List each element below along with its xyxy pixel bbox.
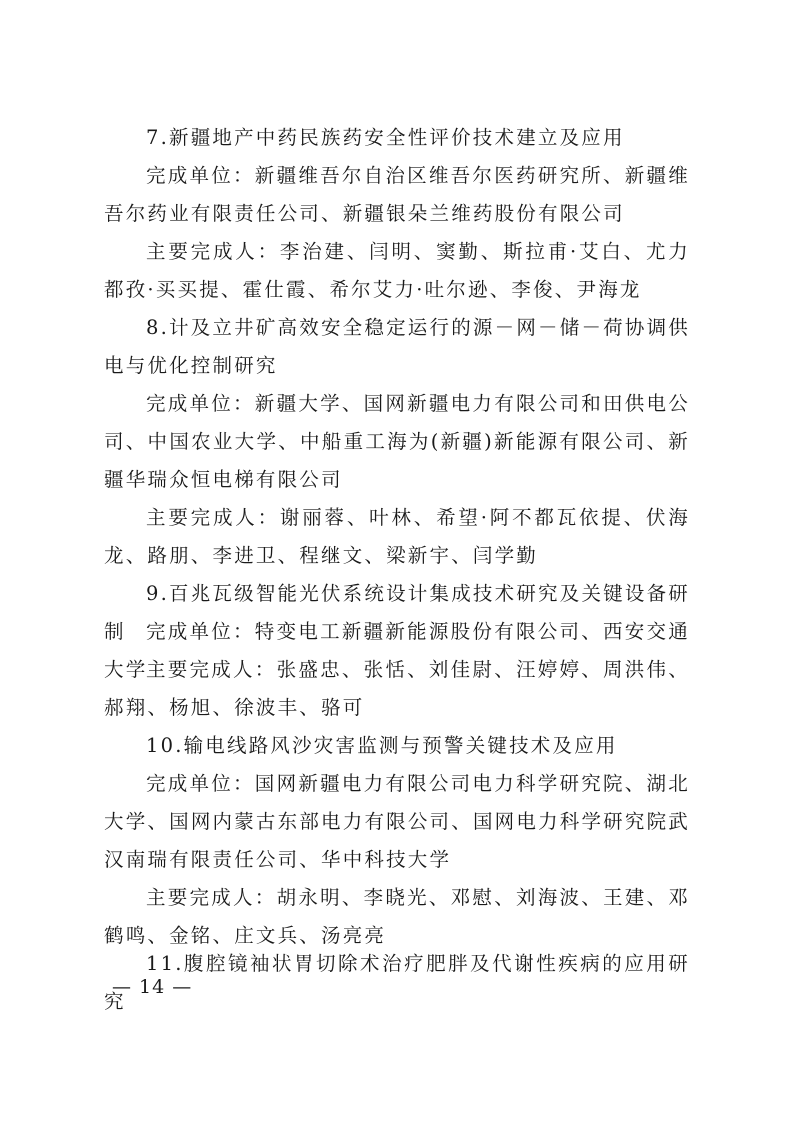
project-7-title: 7.新疆地产中药民族药安全性评价技术建立及应用 bbox=[146, 126, 625, 149]
project-8-persons: 主要完成人：谢丽蓉、叶林、希望·阿不都瓦依提、伏海龙、路朋、李进卫、程继文、梁新宇、闫学勤 bbox=[104, 506, 690, 567]
project-9-title: 9.百兆瓦级智能光伏系统设计集成技术研究及关键设备研制 bbox=[104, 582, 690, 643]
project-10-title: 10.输电线路风沙灾害监测与预警关键技术及应用 bbox=[146, 734, 618, 757]
project-8-units: 完成单位：新疆大学、国网新疆电力有限公司和田供电公司、中国农业大学、中船重工海为(新疆)新能源有限公司、新疆华瑞众恒电梯有限公司 bbox=[104, 392, 690, 491]
project-7-units: 完成单位：新疆维吾尔自治区维吾尔医药研究所、新疆维吾尔药业有限责任公司、新疆银朵兰维药股份有限公司 bbox=[104, 164, 690, 225]
page-number: — 14 — bbox=[112, 976, 193, 998]
project-7-persons: 主要完成人：李治建、闫明、窦勤、斯拉甫·艾白、尤力都孜·买买提、霍仕霞、希尔艾力·吐尔逊、李俊、尹海龙 bbox=[104, 240, 690, 301]
project-9-units: 完成单位：特变电工新疆新能源股份有限公司、西安交通大学 bbox=[104, 620, 690, 681]
project-9-persons: 主要完成人：张盛忠、张恬、刘佳尉、汪婷婷、周洪伟、郝翔、杨旭、徐波丰、骆可 bbox=[104, 658, 690, 719]
project-10-units: 完成单位：国网新疆电力有限公司电力科学研究院、湖北大学、国网内蒙古东部电力有限公司、国网电力科学研究院武汉南瑞有限责任公司、华中科技大学 bbox=[104, 772, 690, 871]
project-10-persons: 主要完成人：胡永明、李晓光、邓慰、刘海波、王建、邓鹤鸣、金铭、庄文兵、汤亮亮 bbox=[104, 886, 690, 947]
project-8-title: 8.计及立井矿高效安全稳定运行的源－网－储－荷协调供电与优化控制研究 bbox=[104, 316, 690, 377]
project-11-title: 11.腹腔镜袖状胃切除术治疗肥胖及代谢性疾病的应用研究 bbox=[104, 952, 690, 1013]
